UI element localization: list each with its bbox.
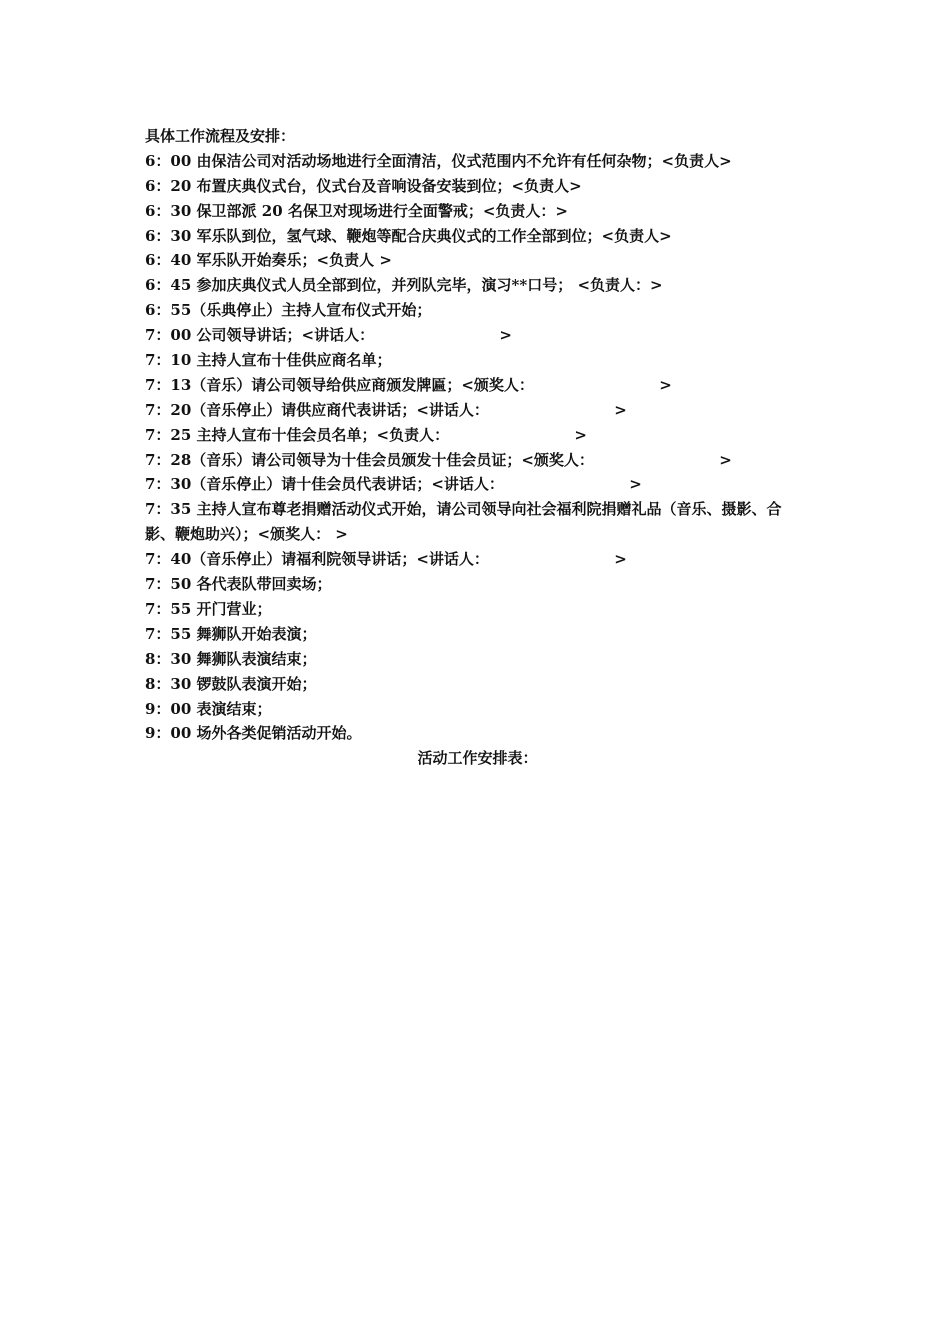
schedule-line: 6：30 保卫部派 20 名保卫对现场进行全面警戒；<负责人：> [145, 201, 568, 220]
document-body [145, 124, 810, 771]
schedule-line: 7：25 主持人宣布十佳会员名单；<负责人： > [145, 425, 588, 444]
schedule-line: 7：30（音乐停止）请十佳会员代表讲话；<讲话人： > [145, 475, 642, 494]
schedule-line: 7：40（音乐停止）请福利院领导讲话；<讲话人： > [145, 550, 627, 569]
schedule-line: 9：00 场外各类促销活动开始。 [145, 724, 362, 743]
section-title: 活动工作安排表： [417, 749, 538, 768]
schedule-line: 7：00 公司领导讲话；<讲话人： > [145, 326, 513, 345]
schedule-line: 6：00 由保洁公司对活动场地进行全面清洁，仪式范围内不允许有任何杂物；<负责人> [145, 151, 732, 170]
schedule-line: 6：40 军乐队开始奏乐；<负责人 > [145, 251, 392, 270]
schedule-line: 7：55 舞狮队开始表演； [145, 624, 317, 643]
schedule-line: 7：13（音乐）请公司领导给供应商颁发牌匾；<颁奖人： > [145, 375, 672, 394]
schedule-line: 6：20 布置庆典仪式台，仪式台及音响设备安装到位；<负责人> [145, 176, 582, 195]
schedule-line: 6：45 参加庆典仪式人员全部到位，并列队完毕，演习**口号； <负责人：> [145, 276, 663, 295]
schedule-line: 7：20（音乐停止）请供应商代表讲话；<讲话人： > [145, 400, 627, 419]
schedule-line: 6：55（乐典停止）主持人宣布仪式开始； [145, 301, 432, 320]
schedule-line: 9：00 表演结束； [145, 699, 272, 718]
section-heading: 具体工作流程及安排： [145, 127, 296, 145]
schedule-line: 7：50 各代表队带回卖场； [145, 575, 332, 594]
schedule-line: 7：28（音乐）请公司领导为十佳会员颁发十佳会员证；<颁奖人： > [145, 450, 732, 469]
schedule-line: 7：55 开门营业； [145, 599, 272, 618]
schedule-line: 7：10 主持人宣布十佳供应商名单； [145, 351, 392, 370]
schedule-line: 6：30 军乐队到位，氢气球、鞭炮等配合庆典仪式的工作全部到位；<负责人> [145, 226, 672, 245]
schedule-line: 7：35 主持人宣布尊老捐赠活动仪式开始，请公司领导向社会福利院捐赠礼品（音乐、摄影、合影、鞭炮助兴）；<颁奖人： > [145, 500, 782, 544]
schedule-line: 8：30 舞狮队表演结束； [145, 649, 317, 668]
schedule-line: 8：30 锣鼓队表演开始； [145, 674, 317, 693]
